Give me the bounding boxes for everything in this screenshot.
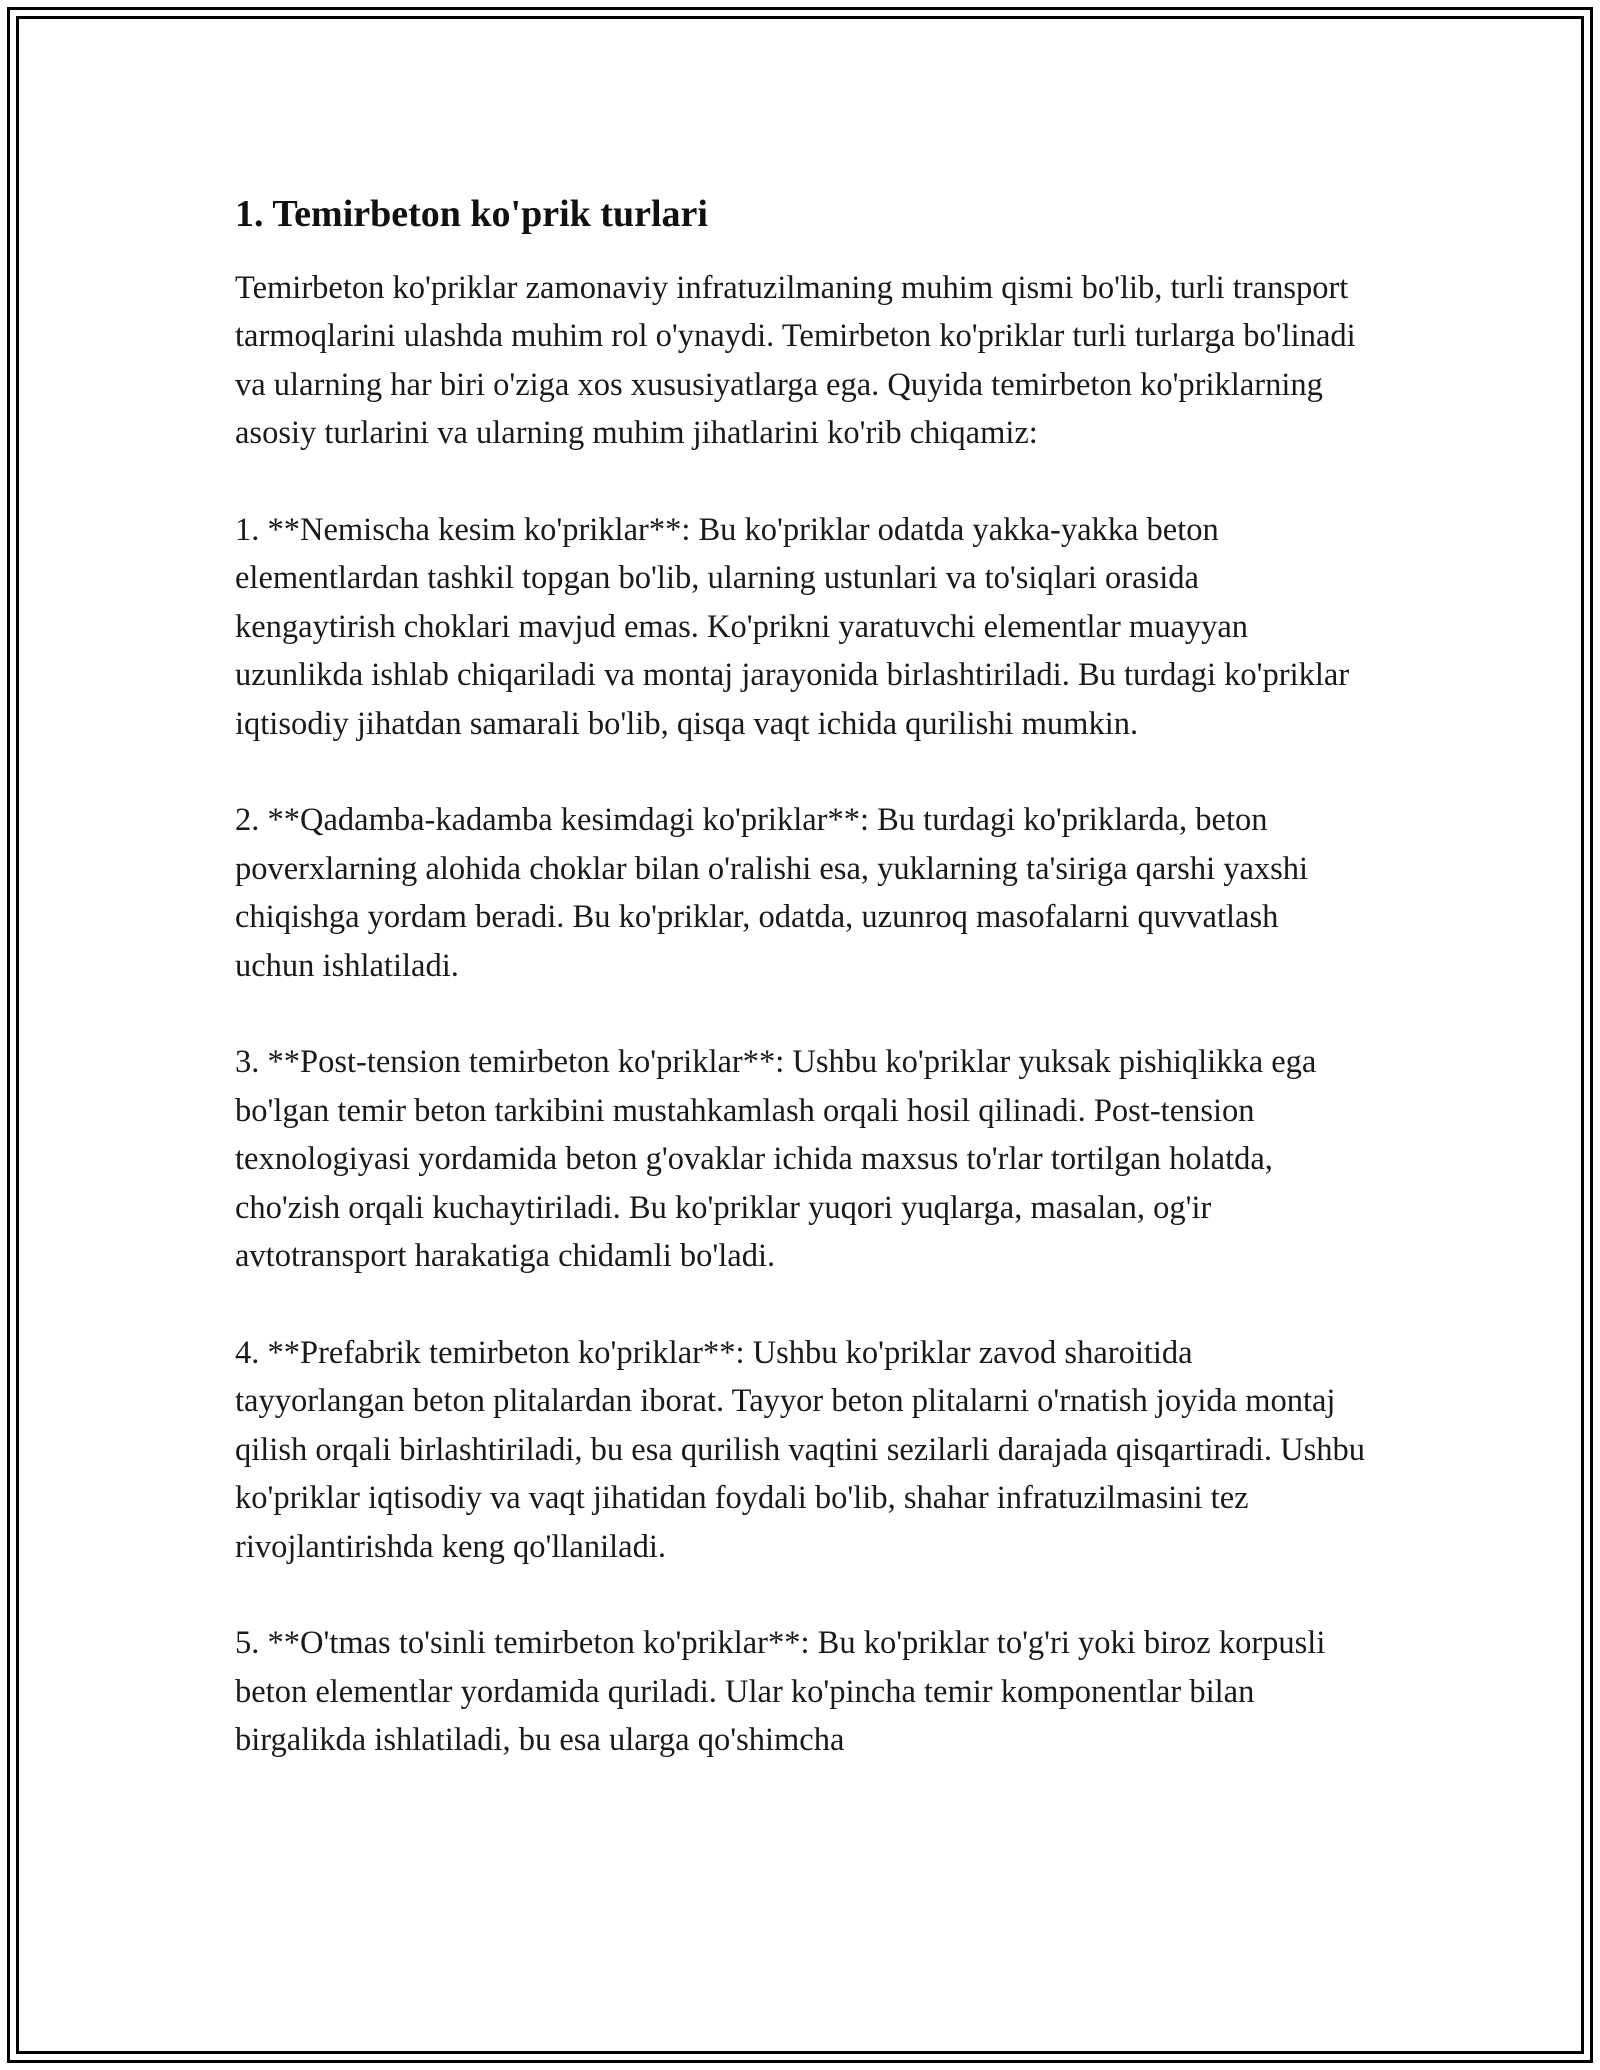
list-item-5: 5. **O'tmas to'sinli temirbeton ko'priklar**: Bu ko'priklar to'g'ri yoki biroz korpusli beton elementlar yordamida quriladi. Ular ko'pincha temir komponentlar bilan birgalikda ishlatiladi, bu esa ularga qo'shimcha <box>235 1625 1326 1759</box>
list-item-4: 4. **Prefabrik temirbeton ko'priklar**: Ushbu ko'priklar zavod sharoitida tayyorlangan beton plitalardan iborat. Tayyor beton plitalarni o'rnatish joyida montaj qilish orqali birlashtiriladi, bu esa qurilish vaqtini sezilarli darajada qisqartiradi. Ushbu ko'priklar iqtisodiy va vaqt jihatidan foydali bo'lib, shahar infratuzilmasini tez rivojlantirishda keng qo'llaniladi. <box>235 1334 1366 1565</box>
list-item-3: 3. **Post-tension temirbeton ko'priklar**: Ushbu ko'priklar yuksak pishiqlikka ega bo'lgan temir beton tarkibini mustahkamlash orqali hosil qilinadi. Post-tension texnologiyasi yordamida beton g'ovaklar ichida maxsus to'rlar tortilgan holatda, cho'zish orqali kuchaytiriladi. Bu ko'priklar yuqori yuqlarga, masalan, og'ir avtotransport harakatiga chidamli bo'ladi. <box>235 1044 1317 1275</box>
section-heading: 1. Temirbeton ko'prik turlari <box>235 193 708 235</box>
list-item-1: 1. **Nemischa kesim ko'priklar**: Bu ko'priklar odatda yakka-yakka beton elementlardan tashkil topgan bo'lib, ularning ustunlari va to'siqlari orasida kengaytirish choklari mavjud emas. Ko'prikni yaratuvchi elementlar muayyan uzunlikda ishlab chiqariladi va montaj jarayonida birlashtiriladi. Bu turdagi ko'priklar iqtisodiy jihatdan samarali bo'lib, qisqa vaqt ichida qurilishi mumkin. <box>235 512 1350 742</box>
list-item-2: 2. **Qadamba-kadamba kesimdagi ko'priklar**: Bu turdagi ko'priklarda, beton poverxlarning alohida choklar bilan o'ralishi esa, yuklarning ta'siriga qarshi yaxshi chiqishga yordam beradi. Bu ko'priklar, odatda, uzunroq masofalarni quvvatlash uchun ishlatiladi. <box>235 802 1309 984</box>
intro-paragraph: Temirbeton ko'priklar zamonaviy infratuzilmaning muhim qismi bo'lib, turli transport tarmoqlarini ulashda muhim rol o'ynaydi. Temirbeton ko'priklar turli turlarga bo'linadi va ularning har biri o'ziga xos xususiyatlarga ega. Quyida temirbeton ko'priklarning asosiy turlarini va ularning muhim jihatlarini ko'rib chiqamiz: <box>235 270 1356 452</box>
document-body <box>235 188 1365 1765</box>
